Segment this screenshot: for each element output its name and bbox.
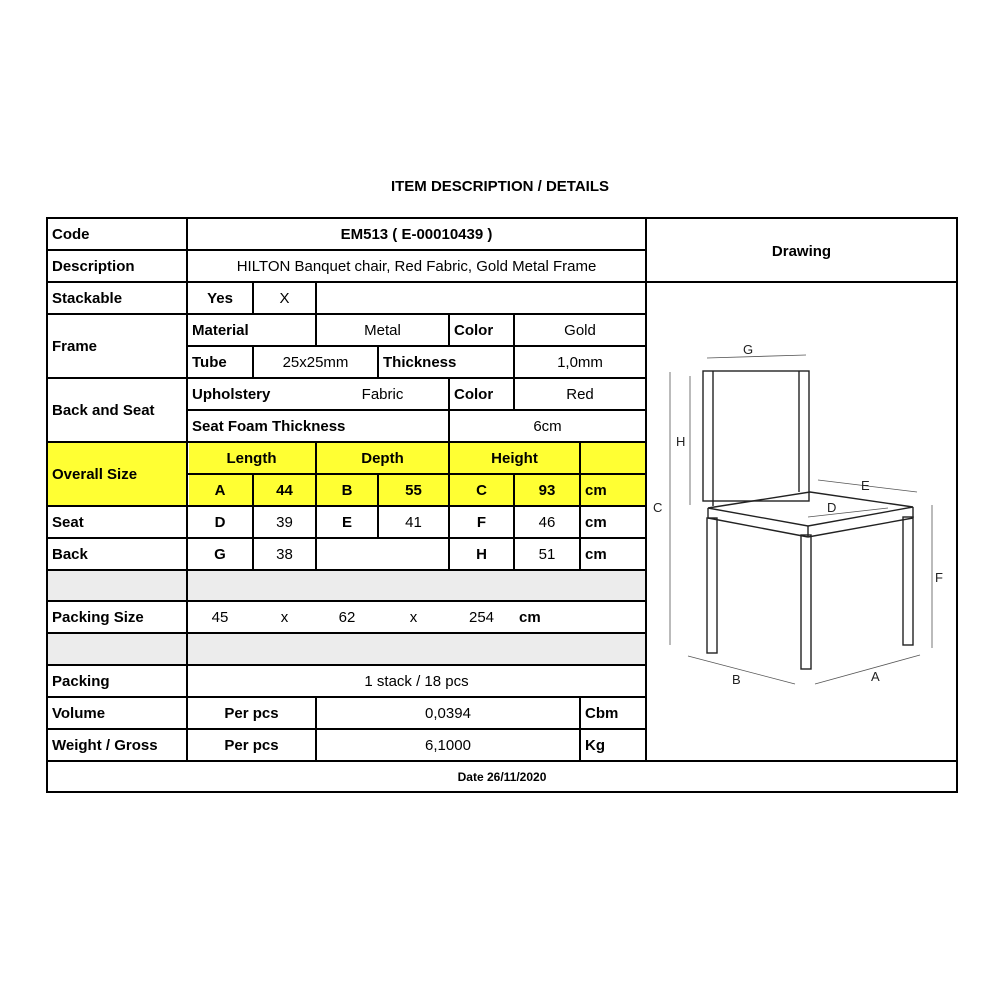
dim-d-label: D [214, 513, 226, 531]
packing-size-label: Packing Size [52, 608, 144, 626]
frame-thickness-value: 1,0mm [557, 353, 603, 371]
volume-per: Per pcs [224, 704, 279, 722]
foam-label: Seat Foam Thickness [192, 417, 346, 435]
description-label: Description [52, 257, 135, 275]
chair-outline [703, 371, 913, 669]
document-date: Date 26/11/2020 [457, 769, 547, 784]
blank-row [48, 634, 645, 664]
drawing-label-a: A [871, 669, 880, 684]
volume-value: 0,0394 [425, 704, 471, 722]
dim-a-label: A [214, 481, 226, 499]
dim-f-label: F [476, 513, 487, 531]
packing-height: 254 [468, 608, 495, 626]
col-divider [579, 443, 581, 473]
frame-color-label: Color [454, 321, 494, 339]
weight-label: Weight / Gross [52, 736, 158, 754]
seat-unit: cm [585, 513, 607, 531]
packing-size-unit: cm [519, 608, 541, 626]
drawing-label-b: B [732, 672, 741, 687]
frame-material-label: Material [192, 321, 249, 339]
drawing-label-g: G [743, 342, 754, 357]
seat-label: Seat [52, 513, 84, 531]
stackable-yes: Yes [207, 289, 233, 307]
dim-e-value: 41 [405, 513, 422, 531]
frame-color-value: Gold [564, 321, 596, 339]
volume-unit: Cbm [585, 704, 619, 722]
dim-g-value: 38 [276, 545, 293, 563]
frame-material-value: Metal [364, 321, 401, 339]
dim-e-label: E [341, 513, 352, 531]
code-value: EM513 ( E-00010439 ) [340, 225, 493, 243]
packing-x-2: x [409, 608, 418, 626]
dim-c-label: C [476, 481, 487, 499]
upholstery-color-label: Color [454, 385, 494, 403]
dim-c-value: 93 [538, 481, 556, 499]
depth-header: Depth [361, 449, 404, 467]
weight-value: 6,1000 [425, 736, 471, 754]
frame-label: Frame [52, 337, 98, 355]
dim-a-value: 44 [276, 481, 293, 499]
dim-h-value: 51 [538, 545, 556, 563]
blank-row [48, 571, 645, 600]
chair-leg-left [707, 518, 717, 653]
dim-h-label: H [476, 545, 487, 563]
back-unit: cm [585, 545, 607, 563]
upholstery-value: Fabric [361, 385, 404, 403]
chair-drawing [647, 283, 956, 758]
stackable-mark: X [279, 289, 290, 307]
dim-b-value: 55 [405, 481, 422, 499]
upholstery-color-value: Red [566, 385, 594, 403]
packing-label: Packing [52, 672, 110, 690]
dim-b-label: B [341, 481, 353, 499]
dim-f-value: 46 [538, 513, 556, 531]
weight-per: Per pcs [224, 736, 279, 754]
volume-label: Volume [52, 704, 106, 722]
drawing-label-d: D [827, 500, 837, 515]
upholstery-label: Upholstery [192, 385, 271, 403]
drawing-label-f: F [935, 570, 943, 585]
frame-thickness-label: Thickness [383, 353, 457, 371]
drawing-title: Drawing [771, 242, 832, 260]
chair-leg-front [801, 535, 811, 669]
drawing-label-e: E [861, 478, 870, 493]
frame-tube-value: 25x25mm [282, 353, 349, 371]
code-label: Code [52, 225, 90, 243]
drawing-label-h: H [676, 434, 686, 449]
frame-tube-label: Tube [192, 353, 227, 371]
description-value: HILTON Banquet chair, Red Fabric, Gold Metal Frame [236, 257, 597, 275]
packing-value: 1 stack / 18 pcs [364, 672, 469, 690]
packing-depth: 62 [338, 608, 356, 626]
dim-d-value: 39 [276, 513, 293, 531]
weight-unit: Kg [585, 736, 605, 754]
drawing-label-c: C [653, 500, 663, 515]
chair-backrest [703, 371, 809, 501]
overall-unit: cm [585, 481, 607, 499]
back-label: Back [52, 545, 88, 563]
packing-width: 45 [211, 608, 229, 626]
document-title: ITEM DESCRIPTION / DETAILS [390, 178, 610, 195]
packing-x-1: x [280, 608, 289, 626]
length-header: Length [226, 449, 277, 467]
dim-g-label: G [214, 545, 226, 563]
overall-size-label: Overall Size [52, 465, 138, 483]
chair-leg-right [903, 517, 913, 645]
stackable-label: Stackable [52, 289, 123, 307]
back-seat-label: Back and Seat [52, 401, 155, 419]
height-header: Height [491, 449, 538, 467]
col-divider [315, 283, 317, 313]
foam-value: 6cm [533, 417, 562, 435]
